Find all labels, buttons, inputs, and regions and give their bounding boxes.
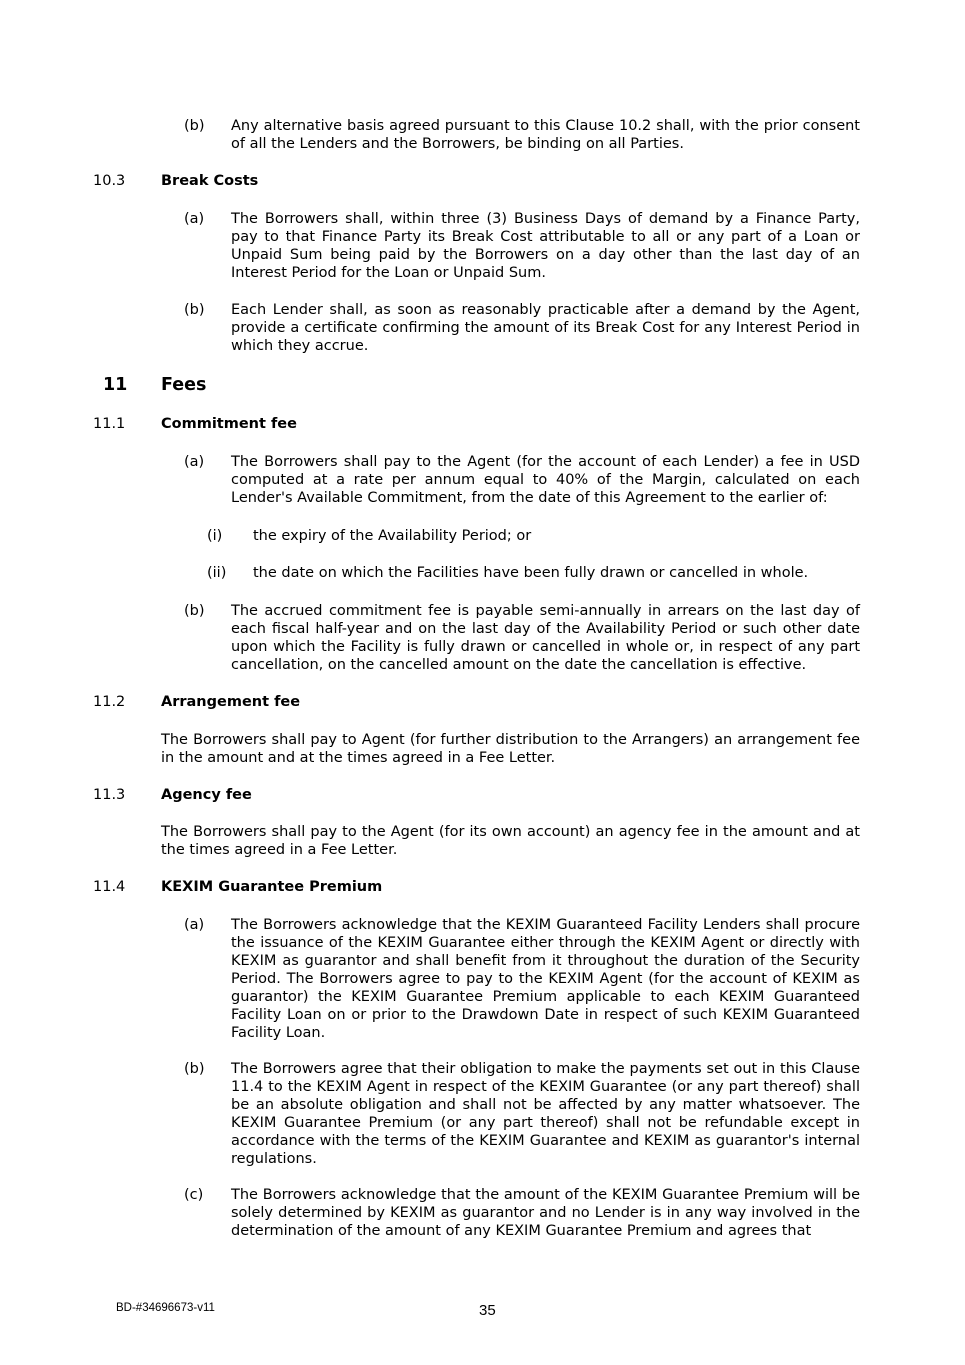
para-marker: (a)	[184, 917, 205, 933]
section-number: 11.1	[93, 416, 126, 432]
document-reference: BD-#34696673-v11	[116, 1302, 215, 1314]
subpara-text: the expiry of the Availability Period; or	[253, 528, 532, 544]
para-text: Each Lender shall, as soon as reasonably practicable after a demand by the Agent, provide a certificate confirming the amount of its Break Cost for any Interest Period in which they accrue.	[231, 302, 860, 354]
para-marker: (a)	[184, 211, 205, 227]
clause-number: 11	[103, 375, 128, 395]
section-number: 11.4	[93, 879, 126, 895]
section-title: Arrangement fee	[161, 694, 301, 710]
para-text: The Borrowers agree that their obligation to make the payments set out in this Clause 11.4 to the KEXIM Agent in respect of the KEXIM Guarantee (or any part thereof) shall be an absolute obligation and shall not be affected by any matter whatsoever. The KEXIM Guarantee Premium (or any part thereof) shall not be refundable except in accordance with the terms of the KEXIM Guarantee and KEXIM as guarantor's internal regulations.	[231, 1061, 860, 1167]
section-title: Agency fee	[161, 787, 252, 803]
para-text: Any alternative basis agreed pursuant to this Clause 10.2 shall, with the prior consent of all the Lenders and the Borrowers, be binding on all Parties.	[231, 118, 860, 152]
para-marker: (b)	[184, 118, 205, 134]
para-marker: (b)	[184, 1061, 205, 1077]
para-text: The Borrowers shall, within three (3) Business Days of demand by a Finance Party, pay to that Finance Party its Break Cost attributable to all or any part of a Loan or Unpaid Sum being paid by the Borrowers on a day other than the last day of an Interest Period for the Loan or Unpaid Sum.	[231, 211, 860, 281]
section-body: The Borrowers shall pay to the Agent (for its own account) an agency fee in the amount and at the times agreed in a Fee Letter.	[161, 824, 860, 858]
para-text: The Borrowers shall pay to the Agent (for the account of each Lender) a fee in USD computed at a rate per annum equal to 40% of the Margin, calculated on each Lender's Available Commitment, from the date of this Agreement to the earlier of:	[231, 454, 860, 506]
section-body: The Borrowers shall pay to Agent (for further distribution to the Arrangers) an arrangement fee in the amount and at the times agreed in a Fee Letter.	[161, 732, 860, 766]
section-number: 10.3	[93, 173, 126, 189]
section-title: Commitment fee	[161, 416, 297, 432]
para-marker: (b)	[184, 302, 205, 318]
para-text: The Borrowers acknowledge that the KEXIM Guaranteed Facility Lenders shall procure the issuance of the KEXIM Guarantee either through the KEXIM Agent or directly with KEXIM as guarantor and shall benefit from it throughout the duration of the Security Period. The Borrowers agree to pay to the KEXIM Agent (for the account of KEXIM as guarantor) the KEXIM Guarantee Premium applicable to each KEXIM Guaranteed Facility Loan on or prior to the Drawdown Date in respect of such KEXIM Guaranteed Facility Loan.	[231, 917, 860, 1041]
para-text: The accrued commitment fee is payable semi-annually in arrears on the last day of each fiscal half-year and on the last day of the Availability Period or such other date upon which the Facility is fully drawn or cancelled in whole or, in respect of any part cancellation, on the cancelled amount on the date the cancellation is effective.	[231, 603, 860, 673]
para-text: The Borrowers acknowledge that the amount of the KEXIM Guarantee Premium will be solely determined by KEXIM as guarantor and no Lender is in any way involved in the determination of the amount of any KEXIM Guarantee Premium and agrees that	[231, 1187, 860, 1239]
subpara-text: the date on which the Facilities have been fully drawn or cancelled in whole.	[253, 565, 809, 581]
page-number: 35	[479, 1302, 496, 1319]
section-number: 11.2	[93, 694, 126, 710]
clause-title: Fees	[161, 375, 207, 395]
para-marker: (a)	[184, 454, 205, 470]
section-title: Break Costs	[161, 173, 259, 189]
section-number: 11.3	[93, 787, 126, 803]
section-title: KEXIM Guarantee Premium	[161, 879, 383, 895]
para-marker: (b)	[184, 603, 205, 619]
subpara-marker: (ii)	[207, 565, 227, 581]
subpara-marker: (i)	[207, 528, 223, 544]
para-marker: (c)	[184, 1187, 204, 1203]
